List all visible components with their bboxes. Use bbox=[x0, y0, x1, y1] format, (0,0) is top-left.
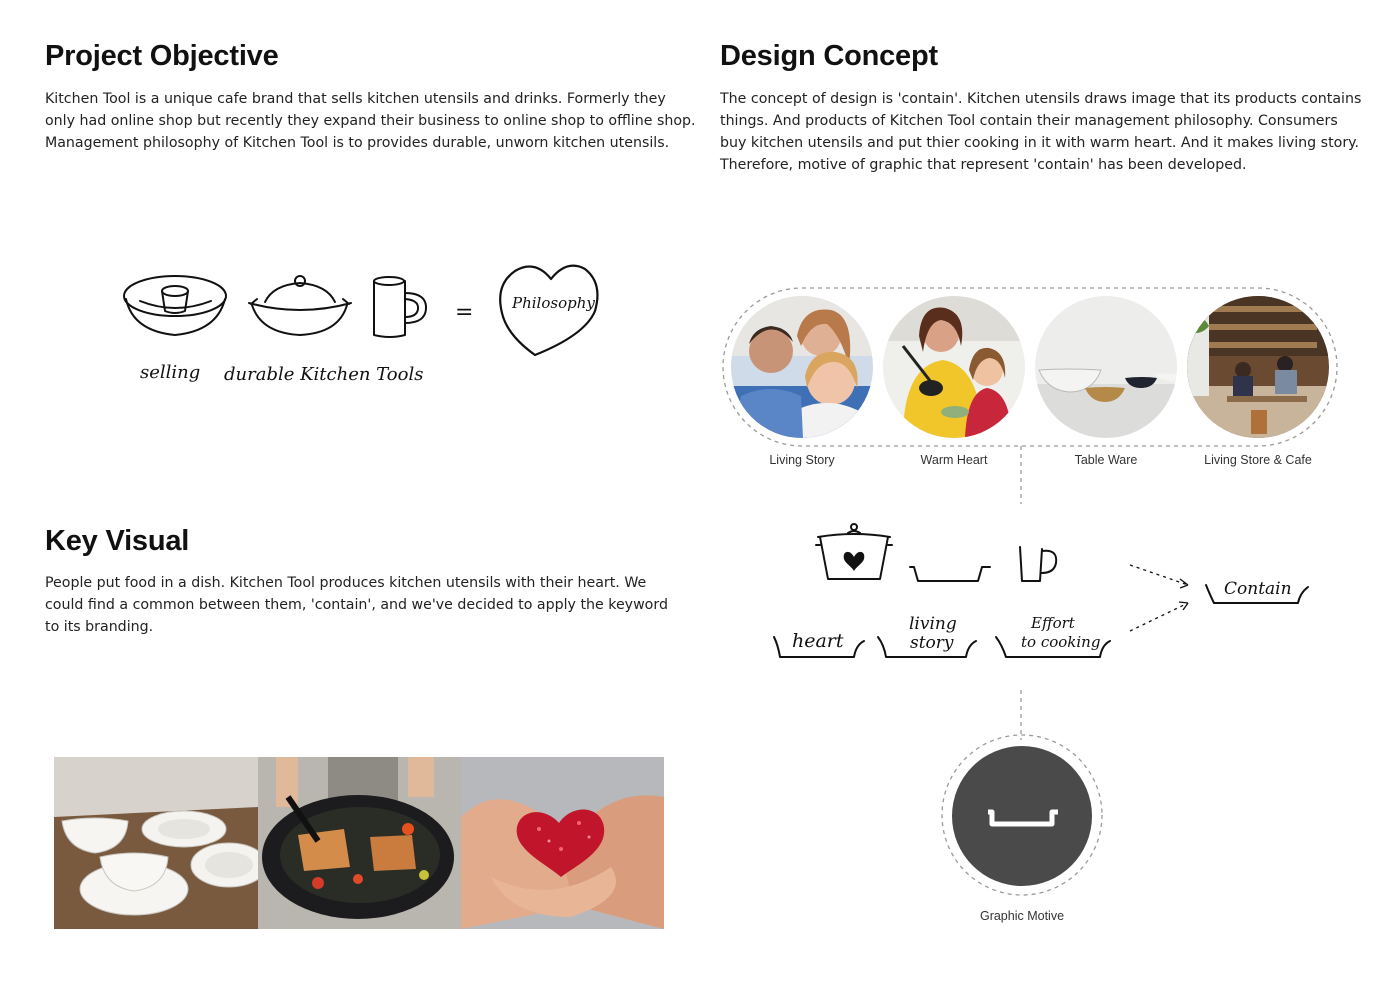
text-line: only had online shop but recently they expand their business to online shop to offline shop. bbox=[45, 113, 696, 129]
mother-daughter-image bbox=[883, 296, 1025, 438]
text-line: The concept of design is 'contain'. Kitchen utensils draws image that its products contains bbox=[720, 91, 1362, 107]
heart-label: heart bbox=[792, 630, 844, 652]
bowls-image bbox=[1035, 296, 1177, 438]
motive-bracket-icon bbox=[952, 746, 1092, 886]
table-ware-photo bbox=[1035, 296, 1177, 438]
living-label: living bbox=[909, 614, 957, 634]
effort-label: Effort bbox=[1031, 614, 1075, 632]
text-line: People put food in a dish. Kitchen Tool produces kitchen utensils with their heart. We bbox=[45, 575, 647, 591]
selling-caption: selling bbox=[140, 362, 201, 383]
living-store-cafe-photo bbox=[1187, 296, 1329, 438]
text-line: to its branding. bbox=[45, 619, 154, 635]
dishes-image bbox=[54, 757, 258, 929]
cafe-interior-image bbox=[1187, 296, 1329, 438]
graphic-motive-caption: Graphic Motive bbox=[979, 909, 1065, 923]
warm-heart-caption: Warm Heart bbox=[920, 453, 988, 467]
living-story-photo bbox=[731, 296, 873, 438]
key-visual-title: Key Visual bbox=[45, 525, 190, 557]
contain-label: Contain bbox=[1224, 579, 1292, 599]
family-image bbox=[731, 296, 873, 438]
heart-hands-photo bbox=[461, 757, 664, 929]
design-concept-title: Design Concept bbox=[720, 40, 938, 72]
text-line: Therefore, motive of graphic that represent 'contain' has been developed. bbox=[720, 157, 1247, 173]
philosophy-label: Philosophy bbox=[512, 294, 595, 312]
durable-kitchen-tools-caption: durable Kitchen Tools bbox=[224, 364, 424, 385]
small-heart-icon bbox=[844, 552, 865, 571]
story-label: story bbox=[910, 633, 954, 653]
table-ware-caption: Table Ware bbox=[1074, 453, 1138, 467]
cooking-photo bbox=[258, 757, 461, 929]
project-objective-title: Project Objective bbox=[45, 40, 279, 72]
cup-icon bbox=[1020, 547, 1056, 581]
text-line: Kitchen Tool is a unique cafe brand that sells kitchen utensils and drinks. Formerly they bbox=[45, 91, 666, 107]
text-line: buy kitchen utensils and put thier cooking in it with warm heart. And it makes living story. bbox=[720, 135, 1360, 151]
living-story-caption: Living Story bbox=[769, 453, 835, 467]
heart-in-hands-image bbox=[461, 757, 664, 929]
to-cooking-label: to cooking bbox=[1021, 633, 1101, 651]
text-line: things. And products of Kitchen Tool contain their management philosophy. Consumers bbox=[720, 113, 1338, 129]
text-line: Management philosophy of Kitchen Tool is to provides durable, unworn kitchen utensils. bbox=[45, 135, 670, 151]
living-store-cafe-caption: Living Store & Cafe bbox=[1204, 453, 1312, 467]
equals-sign: = bbox=[455, 300, 474, 325]
arrow-bottom bbox=[1130, 603, 1188, 631]
graphic-motive-circle bbox=[952, 746, 1092, 886]
warm-heart-photo bbox=[883, 296, 1025, 438]
dishes-photo bbox=[54, 757, 258, 929]
text-line: could find a common between them, 'contain', and we've decided to apply the keyword bbox=[45, 597, 668, 613]
plate-icon bbox=[910, 567, 990, 581]
frying-pan-image bbox=[258, 757, 461, 929]
arrow-top bbox=[1130, 565, 1188, 585]
